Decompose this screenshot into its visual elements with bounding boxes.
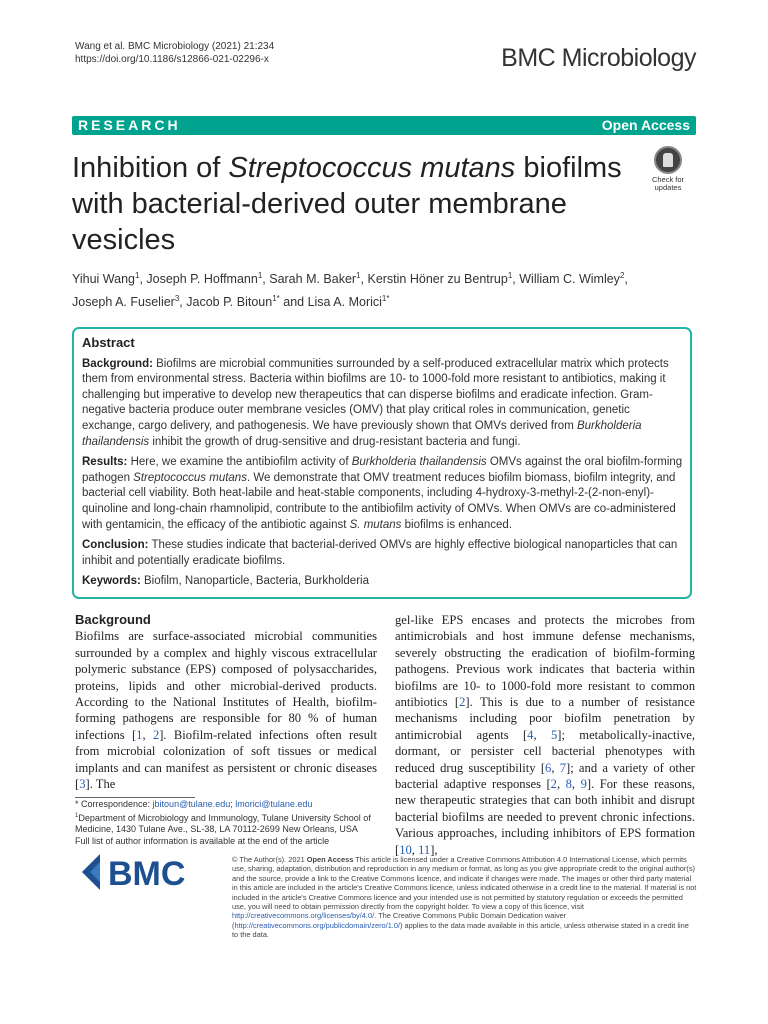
author: Kerstin Höner zu Bentrup: [367, 272, 508, 287]
author: William C. Wimley: [519, 272, 620, 287]
abstract-keywords: Keywords: Biofilm, Nanoparticle, Bacteria, Burkholderia: [82, 575, 369, 588]
research-banner: [72, 116, 696, 135]
section-heading: Background: [75, 612, 151, 627]
author: Sarah M. Baker: [269, 272, 357, 287]
abstract-conclusion: Conclusion: These studies indicate that bacterial-derived OMVs are highly effective biological nanoparticles that can inhibit and potentially eradicate biofilms.: [82, 539, 678, 567]
email-link[interactable]: lmorici@tulane.edu: [235, 799, 313, 809]
reference-link[interactable]: 7: [559, 760, 566, 775]
author: Joseph P. Hoffmann: [146, 272, 258, 287]
reference-link[interactable]: 11: [418, 842, 431, 857]
reference-link[interactable]: 1: [136, 727, 143, 742]
title-text: Inhibition of: [72, 152, 229, 184]
license-text: © The Author(s). 2021 Open Access This article is licensed under a Creative Commons Attribution 4.0 International License, which permits use, sharing, adaptation, distribution and reproduction in any medium or format, as long as you give appropriate credit to the original author(s) and the source, provide a link to the Creative Commons licence, and indicate if changes were made. The images or other third party material in this article are included in the article's Creative Commons licence, unless indicated otherwise in a credit line to the material. If material is not included in the article's Creative Commons licence and your intended use is not permitted by statutory regulation or exceeds the permitted use, you will need to obtain permission directly from the copyright holder. To view a copy of this licence, visit http://creativecommons.org/licenses/by/4.0/. The Creative Commons Public Domain Dedication waiver (http://creativecommons.org/publicdomain/zero/1.0/) applies to the data made available in this article, unless otherwise stated in a credit line to the data.: [232, 855, 697, 940]
abstract-background: Background: Biofilms are microbial communities surrounded by a self-produced extracellular matrix which protects them from environmental stress. Bacteria within biofilms are 10- to 1000-fold more resistant to antibiotics, making it challenging but imperative to develop new therapeutics that can disperse biofilms and eradicate infection. Gram-negative bacteria produce outer membrane vesicles (OMV) that play critical roles in communication, genetic exchange, cargo delivery, and pathogenesis. We have previously shown that OMVs derived from Burkholderia thailandensis inhibit the growth of drug-sensitive and drug-resistant bacteria and fungi.: [82, 357, 669, 448]
reference-link[interactable]: 9: [580, 777, 587, 792]
correspondence: * Correspondence: jbitoun@tulane.edu; lmorici@tulane.edu: [75, 799, 313, 809]
footnote: [75, 799, 385, 847]
citation: [75, 40, 274, 66]
author: Jacob P. Bitoun: [186, 295, 273, 310]
license-link[interactable]: http://creativecommons.org/publicdomain/zero/1.0/: [234, 920, 401, 930]
author-line-1: Yihui Wang$^1$, Joseph P. Hoffmann$^1$, Sarah M. Baker$^1$, Kerstin Höner zu Bentrup$^1$, William C. Wimley$^2$,: [72, 271, 628, 287]
reference-link[interactable]: 8: [565, 777, 572, 792]
reference-link[interactable]: 6: [545, 760, 552, 775]
reference-link[interactable]: 10: [399, 842, 412, 857]
body-column-right: gel-like EPS encases and protects the microbes from antimicrobials and host immune defense mechanisms, severely obstructing the eradication of biofilm-forming pathogens. Previous work indicates that bacteria within biofilms are 10- to 1000-fold more resistant to common antibiotics [2]. This is due to a number of resistance mechanisms including poor biofilm penetration by antimicrobial agents [4, 5]; metabolically-inactive, dormant, or persister cell bacterial phenotypes with reduced drug susceptibility [6, 7]; and a variety of other bacterial adaptive responses [2, 8, 9]. For these reasons, new therapeutic strategies that can both inhibit and disrupt bacterial biofilms are needed to prevent chronic infections. Various approaches, including inhibitors of EPS formation [10, 11],: [395, 613, 696, 857]
reference-link[interactable]: 2: [459, 695, 466, 710]
email-link[interactable]: jbitoun@tulane.edu: [152, 799, 231, 809]
reference-link[interactable]: 4: [527, 727, 534, 742]
abstract-box: [72, 327, 692, 599]
abstract-results: Results: Here, we examine the antibiofilm activity of Burkholderia thailandensis OMVs against the oral biofilm-forming pathogen Streptococcus mutans. We demonstrate that OMV treatment reduces biofilm biomass, biofilm integrity, and bacterial cell viability. Both heat-labile and heat-stable components, including 4-hydroxy-3-methyl-2-(2-non-enyl)-quinoline and long-chain rhamnolipid, contribute to the antibiofilm activity of OMVs. When OMVs are co-administered with gentamicin, the efficacy of the antibiotic against S. mutans biofilms is enhanced.: [82, 456, 683, 531]
author-line-2: Joseph A. Fuselier$^3$, Jacob P. Bitoun$^{1*}$ and Lisa A. Morici$^{1*}$: [72, 294, 390, 310]
bmc-logo-text: BMC: [108, 855, 186, 892]
abstract-heading: Abstract: [82, 335, 135, 350]
author-list: [72, 266, 692, 312]
reference-link[interactable]: 5: [550, 727, 558, 742]
reference-link[interactable]: 2: [152, 727, 160, 742]
bookmark-icon: [654, 146, 682, 174]
bmc-logo: [80, 852, 215, 892]
citation-line: Wang et al. BMC Microbiology (2021) 21:234: [75, 41, 275, 52]
open-access-label: Open Access: [601, 117, 690, 133]
title-text: biofilms with bacterial-derived outer membrane vesicles: [72, 152, 622, 256]
doi-link[interactable]: https://doi.org/10.1186/s12866-021-02296-x: [75, 54, 269, 65]
author: Joseph A. Fuselier: [72, 295, 175, 310]
license-link[interactable]: http://creativecommons.org/licenses/by/4.0/: [232, 911, 375, 921]
check-for-updates-button[interactable]: [642, 146, 694, 202]
full-list-note: Full list of author information is available at the end of the article: [75, 835, 330, 846]
check-for-updates-label: Check for updates: [651, 175, 685, 192]
article-title: [72, 150, 632, 258]
footnote-divider: [75, 797, 195, 798]
affiliation: $^1$Department of Microbiology and Immunology, Tulane University School of Medicine, 1430 Tulane Ave., SL-38, LA 70112-2699 New Orleans, USA: [75, 812, 371, 834]
author: Lisa A. Morici: [307, 295, 382, 310]
reference-link[interactable]: 2: [550, 777, 557, 792]
section-label: RESEARCH: [78, 117, 181, 133]
reference-link[interactable]: 3: [79, 777, 86, 792]
title-species: Streptococcus mutans: [228, 152, 516, 184]
body-column-left: Background Biofilms are surface-associated microbial communities surrounded by a complex and highly viscous extracellular polymeric substance (EPS) composed of polysaccharides, proteins, lipids and other microbial-derived products. According to the National Institutes of Health, biofilm-forming pathogens are responsible for 80 % of human infections [1, 2]. Biofilm-related infections often result from microbial colonization of soft tissues or medical implants and can manifest as persistent or chronic diseases [3]. The: [75, 612, 377, 792]
author: Yihui Wang: [72, 272, 135, 287]
journal-name: BMC Microbiology: [501, 44, 696, 72]
